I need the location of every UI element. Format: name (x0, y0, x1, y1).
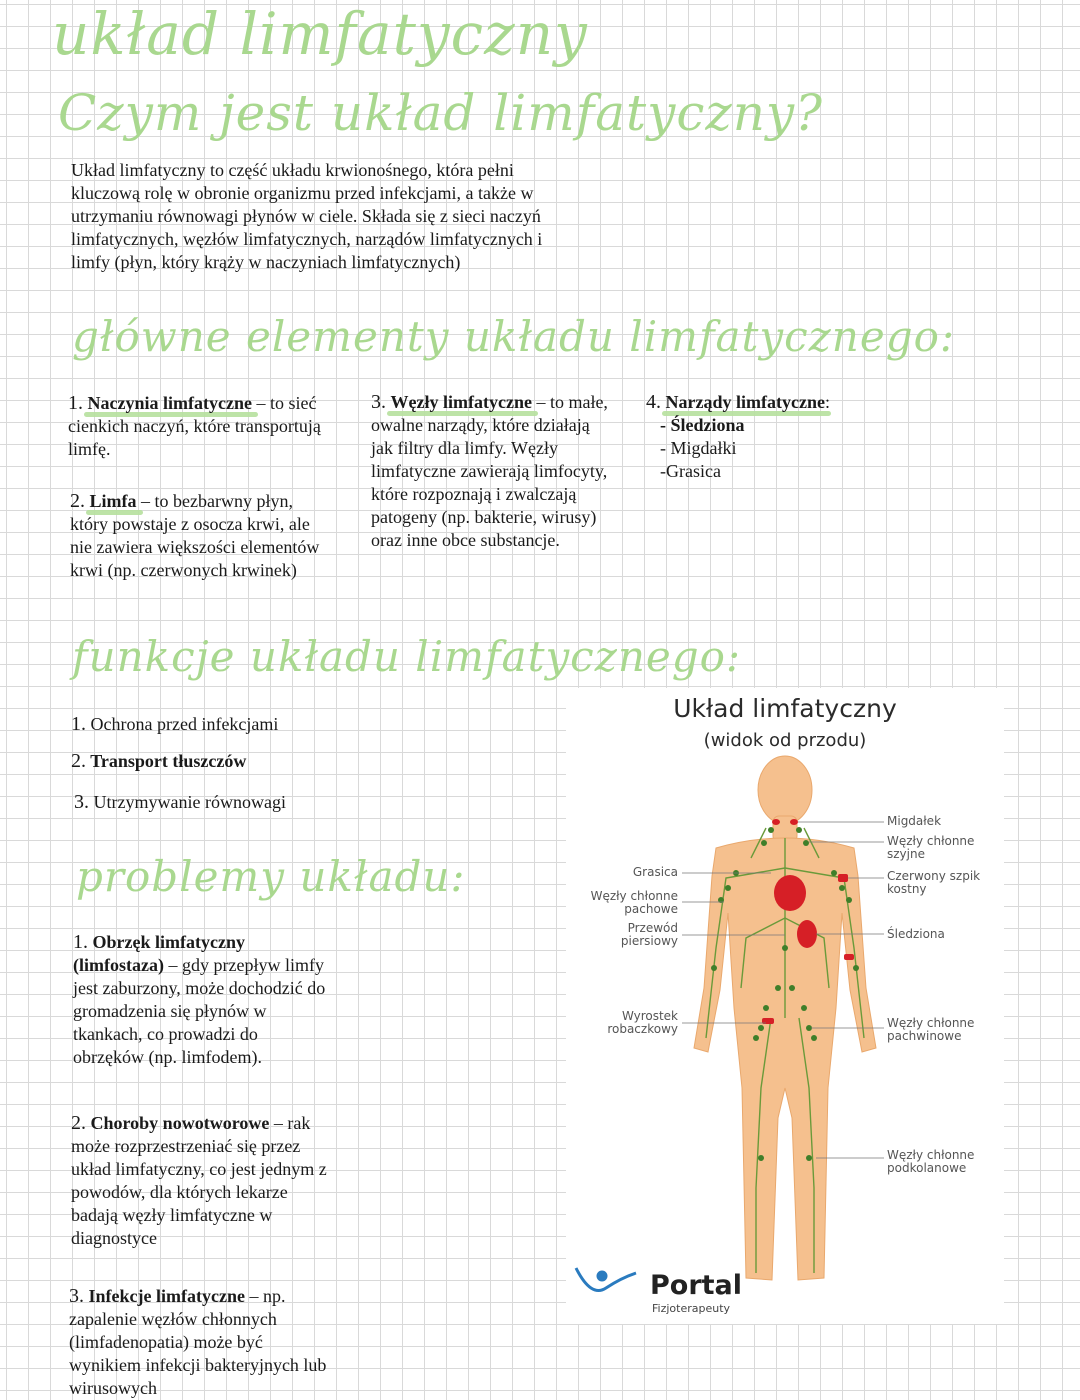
problem-term: Infekcje limfatyczne (88, 1286, 245, 1306)
figure-title: Układ limfatyczny (673, 694, 897, 723)
figure-label: Przewód piersiowy (620, 921, 678, 948)
problem-desc: – np. zapalenie węzłów chłonnych (limfadenopatia) może być wynikiem infekcji bakteryjnych lub wirusowych (69, 1286, 327, 1398)
figure-label: Śledziona (887, 927, 945, 941)
function-text: Transport tłuszczów (90, 751, 247, 771)
functions-heading: funkcje układu limfatycznego: (72, 632, 742, 681)
function-text: Utrzymywanie równowagi (93, 792, 286, 812)
function-number: 2. (71, 750, 86, 772)
figure-label: Czerwony szpik kostny (887, 869, 981, 896)
element-term: Węzły limfatyczne (390, 392, 532, 412)
problem-desc: – gdy przepływ limfy jest zaburzony, może dochodzić do gromadzenia się płynów w tkankach, co prowadzi do obrzęków (np. limfodem). (73, 955, 326, 1067)
element-naczynia (68, 392, 328, 461)
element-number: 2. (70, 490, 85, 512)
portal-logo-icon (576, 1268, 636, 1291)
figure-label: Grasica (632, 865, 678, 879)
function-text: Ochrona przed infekcjami (90, 714, 279, 734)
function-item (71, 713, 278, 736)
figure-label: Węzły chłonne pachwinowe (887, 1016, 975, 1043)
question-heading: Czym jest układ limfatyczny? (58, 84, 823, 142)
element-colon: : (824, 392, 830, 412)
problem-number: 1. (73, 931, 88, 953)
element-term: Narządy limfatyczne (665, 392, 825, 412)
problems-heading: problemy układu: (76, 852, 466, 901)
logo-name: Portal (650, 1270, 743, 1301)
element-term: Naczynia limfatyczne (87, 393, 252, 413)
figure-label: Węzły chłonne podkolanowe (887, 1148, 975, 1175)
function-item (74, 791, 286, 814)
element-number: 4. (646, 391, 661, 413)
problem-item (73, 931, 328, 1069)
problem-number: 2. (71, 1112, 86, 1134)
function-number: 1. (71, 713, 86, 735)
body-illustration (566, 688, 1004, 1324)
problem-item (71, 1112, 336, 1250)
logo-subtitle: Fizjoterapeuty (652, 1302, 731, 1315)
problem-number: 3. (69, 1285, 84, 1307)
problem-desc: – rak może rozprzestrzeniać się przez układ limfatyczny, co jest jednym z powodów, dla których lekarze badają węzły limfatyczne w diagnostyce (71, 1113, 327, 1248)
function-item (71, 750, 246, 773)
lymphatic-system-figure (566, 688, 1004, 1324)
problem-item (69, 1285, 334, 1400)
figure-label: Wyrostek robaczkowy (607, 1009, 678, 1036)
page-title: układ limfatyczny (52, 0, 588, 68)
element-term: Limfa (89, 491, 137, 511)
element-wezly (371, 391, 616, 552)
figure-label: Węzły chłonne pachowe (590, 889, 678, 916)
element-number: 3. (371, 391, 386, 413)
organ-item: - Śledziona (660, 415, 745, 435)
element-number: 1. (68, 392, 83, 414)
element-desc: – to małe, owalne narządy, które działają jak filtry dla limfy. Węzły limfatyczne zawierają limfocyty, które rozpoznają i zwalczają patogeny (np. bakterie, wirusy) oraz inne obce substancje. (371, 392, 608, 550)
intro-paragraph: Układ limfatyczny to część układu krwionośnego, która pełni kluczową rolę w obronie organizmu przed infekcjami, a także w utrzymaniu równowagi płynów w ciele. Składa się z sieci naczyń limfatycznych, węzłów limfatycznych, narządów limfatycznych i limfy (płyn, który krąży w naczyniach limfatycznych) (71, 160, 543, 272)
element-desc: – to sieć cienkich naczyń, które transportują limfę. (68, 393, 321, 459)
function-number: 3. (74, 791, 89, 813)
organ-item: -Grasica (660, 461, 721, 481)
figure-label: Migdałek (887, 814, 942, 828)
figure-label: Węzły chłonne szyjne (887, 834, 975, 861)
element-limfa (70, 490, 320, 582)
element-desc: – to bezbarwny płyn, który powstaje z osocza krwi, ale nie zawiera większości elementów krwi (np. czerwonych krwinek) (70, 491, 320, 580)
element-narzady (646, 391, 896, 483)
organ-item: - Migdałki (660, 438, 737, 458)
problem-term: Obrzęk limfatyczny (limfostaza) (73, 932, 245, 975)
figure-subtitle: (widok od przodu) (703, 730, 867, 751)
elements-heading: główne elementy układu limfatycznego: (72, 312, 956, 361)
problem-term: Choroby nowotworowe (90, 1113, 270, 1133)
